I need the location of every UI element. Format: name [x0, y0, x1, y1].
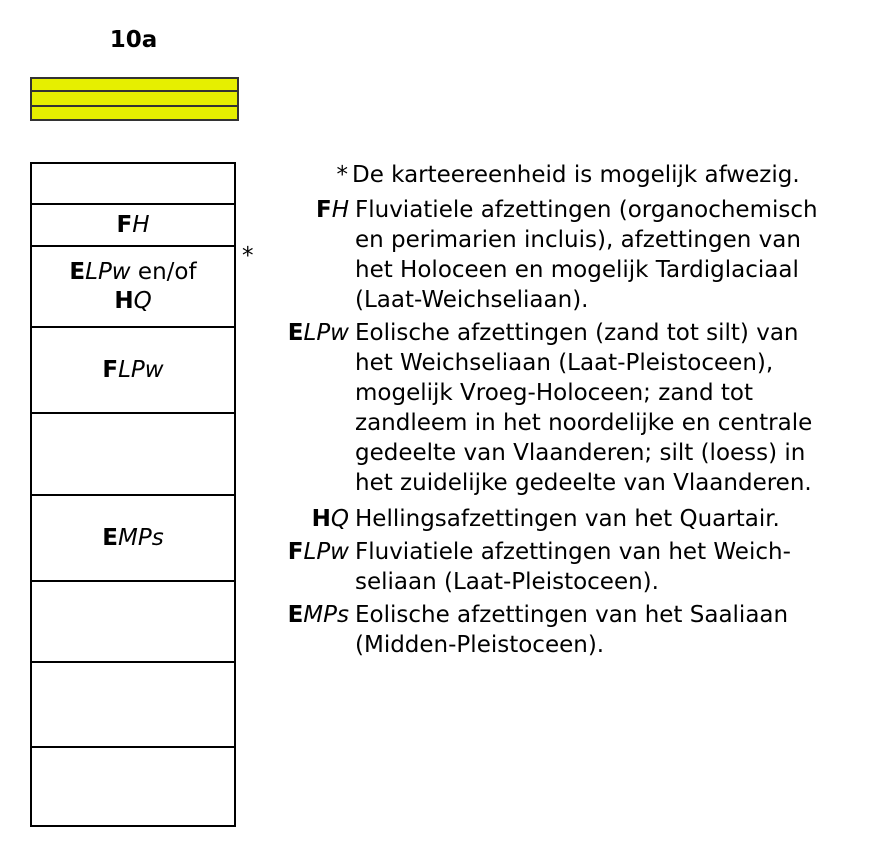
legend-entry-fh [315, 195, 818, 315]
legend-text: het Weichseliaan (Laat-Pleistoceen), [355, 350, 774, 376]
profile-title: 10a [109, 27, 158, 53]
layer-code-bold: F [102, 356, 119, 383]
legend-code: FH [315, 197, 349, 223]
legend-text: Eolische afzettingen (zand tot silt) van [355, 320, 799, 346]
layer-code-italic: LPw [85, 259, 131, 285]
legend-text: het Holoceen en mogelijk Tardiglaciaal [355, 257, 799, 283]
legend-entry-hq [311, 504, 780, 534]
absence-star-marker: * [242, 243, 254, 269]
legend-entry-star [336, 160, 800, 190]
legend-text: (Midden-Pleistoceen). [355, 632, 605, 658]
layer-code-italic: H [132, 211, 150, 238]
layer-code-bold: E [69, 259, 86, 285]
legend-entry-emps [287, 600, 789, 660]
legend-code: FLPw [287, 539, 349, 565]
legend-entry-elpw [287, 318, 813, 498]
legend-text: Eolische afzettingen van het Saaliaan [355, 602, 789, 628]
legend-text: (Laat-Weichseliaan). [355, 287, 589, 313]
legend-text: en perimarien incluis), afzettingen van [355, 227, 801, 253]
layer-code-bold: F [116, 211, 133, 238]
legend-text: Fluviatiele afzettingen (organochemisch [355, 197, 818, 223]
legend-text: mogelijk Vroeg-Holoceen; zand tot [355, 380, 754, 406]
layer-code-bold: H [114, 288, 134, 314]
legend-text: De karteereenheid is mogelijk afwezig. [352, 162, 800, 188]
legend-text: Fluviatiele afzettingen van het Weich- [355, 539, 791, 565]
legend-entry-flpw [287, 537, 791, 597]
layer-code-suffix: en/of [130, 259, 197, 285]
legend-code: HQ [311, 506, 349, 532]
legend-text: Hellingsafzettingen van het Quartair. [355, 506, 780, 532]
layer-code-bold: E [102, 524, 118, 551]
layer-code-italic: Q [133, 288, 152, 314]
legend-text: seliaan (Laat-Pleistoceen). [355, 569, 659, 595]
legend-text: zandleem in het noordelijke en centrale [355, 410, 813, 436]
legend-text: het zuidelijke gedeelte van Vlaanderen. [355, 470, 812, 496]
legend-text: gedeelte van Vlaanderen; silt (loess) in [355, 440, 806, 466]
legend-code: ELPw [287, 320, 349, 346]
layer-code-italic: MPs [118, 524, 164, 551]
layer-code-italic: LPw [118, 356, 164, 383]
legend-code: * [336, 162, 348, 188]
legend-code: EMPs [287, 602, 349, 628]
